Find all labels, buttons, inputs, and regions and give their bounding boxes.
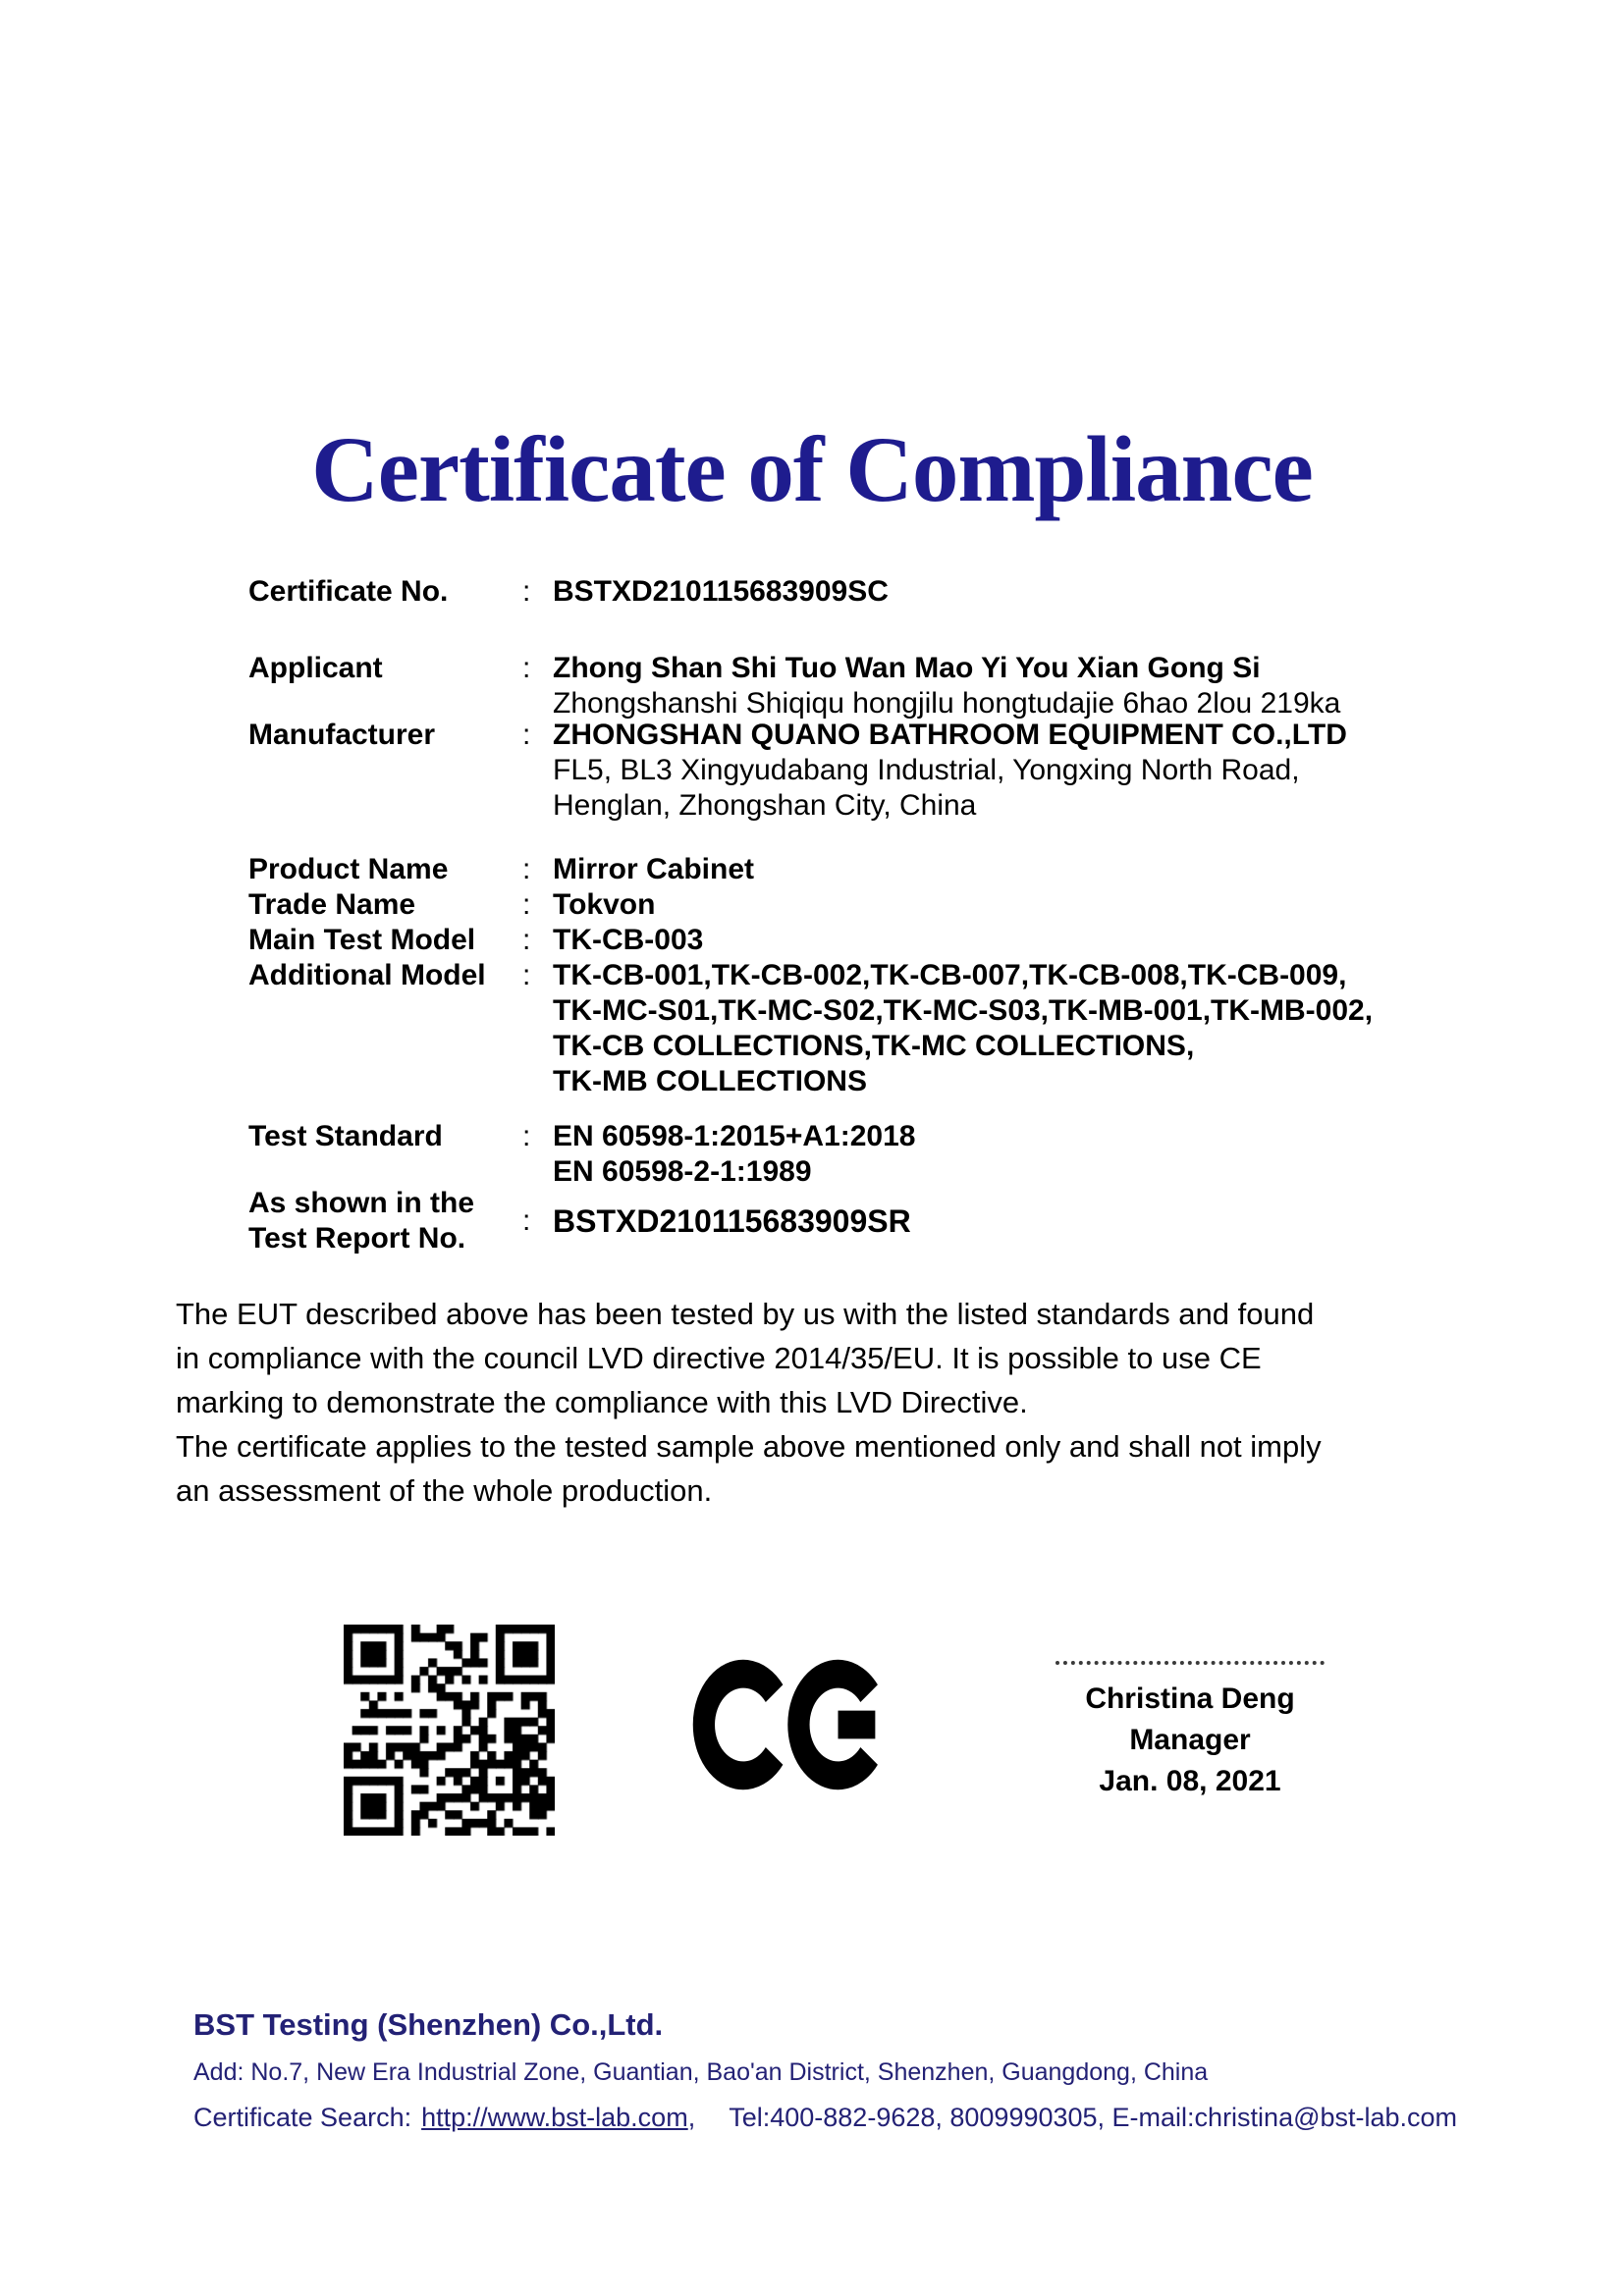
field-label: Main Test Model xyxy=(248,924,476,956)
issuer-name: BST Testing (Shenzhen) Co.,Ltd. xyxy=(193,2007,664,2042)
manufacturer-address-2: Henglan, Zhongshan City, China xyxy=(553,789,977,822)
field-applicant xyxy=(248,651,1486,721)
certificate-search-line xyxy=(193,2102,1509,2133)
field-label: Manufacturer xyxy=(248,719,436,751)
applicant-name: Zhong Shan Shi Tuo Wan Mao Yi You Xian Gong Si xyxy=(553,652,1261,684)
signatory-title: Manager xyxy=(1129,1724,1251,1756)
signature-dotted-line xyxy=(1056,1661,1325,1665)
statement-line-4: The certificate applies to the tested sample above mentioned only and shall not imply xyxy=(176,1429,1322,1464)
field-label: Product Name xyxy=(248,853,449,885)
manufacturer-name: ZHONGSHAN QUANO BATHROOM EQUIPMENT CO.,LTD xyxy=(553,719,1347,751)
colon: : xyxy=(522,853,531,885)
field-main-test-model xyxy=(248,923,1486,958)
statement-line-3: marking to demonstrate the compliance with this LVD Directive. xyxy=(176,1385,1028,1419)
field-additional-model xyxy=(248,958,1486,1099)
test-standard-2: EN 60598-2-1:1989 xyxy=(553,1155,812,1188)
qr-code-icon xyxy=(344,1625,555,1836)
applicant-address: Zhongshanshi Shiqiqu hongjilu hongtudajie 6hao 2lou 219ka xyxy=(553,687,1341,720)
colon: : xyxy=(522,959,531,991)
field-label: Additional Model xyxy=(248,959,486,991)
field-label: Test Standard xyxy=(248,1120,443,1152)
field-test-standard xyxy=(248,1119,1486,1190)
colon: : xyxy=(522,888,531,921)
issuer-address: Add: No.7, New Era Industrial Zone, Guantian, Bao'an District, Shenzhen, Guangdong, China xyxy=(193,2058,1209,2086)
colon: : xyxy=(522,652,531,684)
ce-mark-icon xyxy=(692,1655,888,1794)
certificate-title: Certificate of Compliance xyxy=(311,417,1313,521)
additional-model-line-3: TK-CB COLLECTIONS,TK-MC COLLECTIONS, xyxy=(553,1030,1195,1062)
field-test-report-no xyxy=(248,1186,1486,1256)
search-suffix: , xyxy=(687,2103,696,2132)
certificate-search-label: Certificate Search: xyxy=(193,2103,412,2132)
colon: : xyxy=(522,1204,531,1237)
field-label: Trade Name xyxy=(248,888,416,921)
additional-model-line-4: TK-MB COLLECTIONS xyxy=(553,1065,867,1097)
contact-info: Tel:400-882-9628, 8009990305, E-mail:christina@bst-lab.com xyxy=(729,2103,1458,2132)
field-label: Applicant xyxy=(248,652,383,684)
signature-block xyxy=(1043,1661,1337,1802)
field-value: BSTXD210115683909SC xyxy=(553,575,889,608)
manufacturer-address-1: FL5, BL3 Xingyudabang Industrial, Yongxing North Road, xyxy=(553,754,1300,786)
test-standard-1: EN 60598-1:2015+A1:2018 xyxy=(553,1120,916,1152)
field-manufacturer xyxy=(248,718,1486,824)
field-value: Tokvon xyxy=(553,888,656,921)
statement-line-2: in compliance with the council LVD directive 2014/35/EU. It is possible to use CE xyxy=(176,1341,1262,1375)
certificate-search-link[interactable]: http://www.bst-lab.com xyxy=(421,2103,688,2132)
field-label-line-1: As shown in the xyxy=(248,1187,475,1219)
issuer-footer xyxy=(193,2006,1509,2133)
colon: : xyxy=(522,719,531,751)
signatory-name: Christina Deng xyxy=(1085,1682,1295,1715)
colon: : xyxy=(522,924,531,956)
field-label-line-2: Test Report No. xyxy=(248,1222,466,1255)
field-label: Certificate No. xyxy=(248,575,449,608)
statement-line-5: an assessment of the whole production. xyxy=(176,1473,713,1508)
statement-line-1: The EUT described above has been tested by us with the listed standards and found xyxy=(176,1297,1315,1331)
additional-model-line-2: TK-MC-S01,TK-MC-S02,TK-MC-S03,TK-MB-001,TK-MB-002, xyxy=(553,994,1374,1027)
additional-model-line-1: TK-CB-001,TK-CB-002,TK-CB-007,TK-CB-008,TK-CB-009, xyxy=(553,959,1347,991)
compliance-statement xyxy=(176,1292,1452,1513)
field-value: Mirror Cabinet xyxy=(553,853,755,885)
field-product-name xyxy=(248,852,1486,887)
field-value: BSTXD210115683909SR xyxy=(553,1203,911,1239)
field-certificate-no xyxy=(248,574,1486,610)
field-trade-name xyxy=(248,887,1486,923)
field-value: TK-CB-003 xyxy=(553,924,704,956)
colon: : xyxy=(522,575,531,608)
colon: : xyxy=(522,1120,531,1152)
signature-date: Jan. 08, 2021 xyxy=(1099,1765,1281,1797)
